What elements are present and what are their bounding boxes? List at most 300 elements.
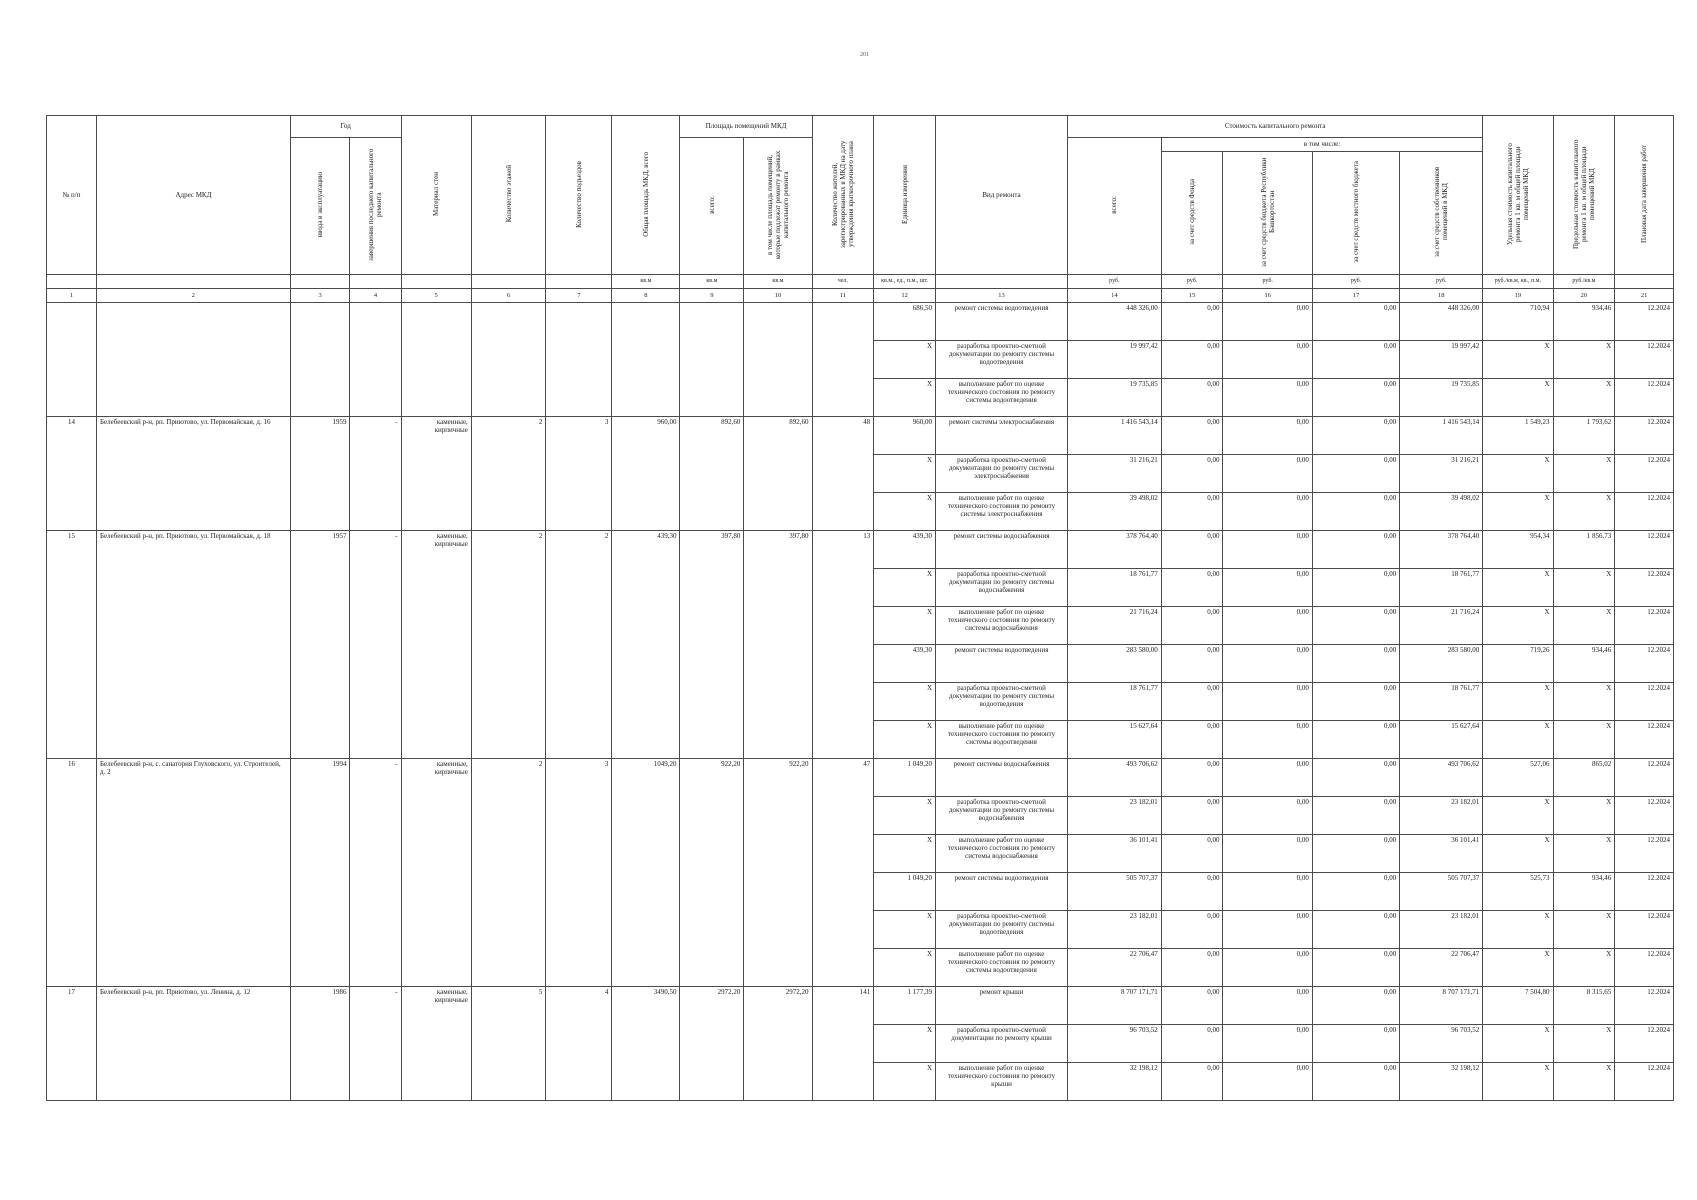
cost-total: 39 498,02 — [1068, 493, 1162, 531]
column-number: 1 — [47, 289, 97, 303]
header-incl: в том числе: — [1161, 138, 1483, 152]
cost-local: 0,00 — [1312, 987, 1399, 1025]
plan-date: 12.2024 — [1615, 797, 1674, 835]
work-quantity: X — [874, 569, 936, 607]
cost-fund: 0,00 — [1161, 493, 1223, 531]
cost-local: 0,00 — [1312, 873, 1399, 911]
residents-count: 47 — [812, 759, 874, 987]
cost-local: 0,00 — [1312, 531, 1399, 569]
plan-date: 12.2024 — [1615, 683, 1674, 721]
year-commission: 1959 — [290, 417, 350, 531]
residents-count: 48 — [812, 417, 874, 531]
entrances-count — [546, 303, 612, 417]
unit-cell: кв.м — [612, 275, 680, 289]
floors-count: 2 — [471, 531, 546, 759]
unit-cost: X — [1483, 721, 1553, 759]
max-cost: 865,02 — [1553, 759, 1615, 797]
work-quantity: X — [874, 1063, 936, 1101]
premises-subset: 397,80 — [744, 531, 812, 759]
unit-cell: кв.м., ед., п.м., шт. — [874, 275, 936, 289]
work-type: выполнение работ по оценке технического состояния по ремонту системы электроснабжения — [936, 493, 1068, 531]
house-address: Белебеевский р-н, рп. Приютово, ул. Ленина, д. 12 — [97, 987, 291, 1101]
cost-total: 31 216,21 — [1068, 455, 1162, 493]
work-quantity: 960,00 — [874, 417, 936, 455]
work-quantity: X — [874, 683, 936, 721]
unit-cell — [97, 275, 291, 289]
cost-owners: 493 706,62 — [1400, 759, 1483, 797]
max-cost: X — [1553, 721, 1615, 759]
work-type: ремонт системы водоотведения — [936, 645, 1068, 683]
house-number: 14 — [47, 417, 97, 531]
header-premises-group: Площадь помещений МКД — [680, 116, 812, 138]
cost-local: 0,00 — [1312, 493, 1399, 531]
work-quantity: 1 049,20 — [874, 759, 936, 797]
cost-local: 0,00 — [1312, 949, 1399, 987]
unit-cell: руб. — [1400, 275, 1483, 289]
unit-cost: X — [1483, 1025, 1553, 1063]
cost-republic: 0,00 — [1223, 417, 1312, 455]
cost-fund: 0,00 — [1161, 531, 1223, 569]
header-wall-material: Материал стен — [401, 116, 471, 275]
header-address: Адрес МКД — [97, 116, 291, 275]
cost-total: 32 198,12 — [1068, 1063, 1162, 1101]
header-residents: Количество жителей, зарегистрированных в МКД на дату утверждения краткосрочного плана — [812, 116, 874, 275]
header-fund: за счет средств Фонда — [1161, 152, 1223, 275]
page-number: 201 — [860, 52, 869, 58]
unit-cost: X — [1483, 797, 1553, 835]
max-cost: X — [1553, 569, 1615, 607]
cost-total: 1 416 543,14 — [1068, 417, 1162, 455]
header-floors: Количество этажей — [471, 116, 546, 275]
cost-fund: 0,00 — [1161, 835, 1223, 873]
year-last-repair: - — [350, 417, 401, 531]
cost-owners: 19 997,42 — [1400, 341, 1483, 379]
cost-owners: 22 706,47 — [1400, 949, 1483, 987]
cost-republic: 0,00 — [1223, 645, 1312, 683]
max-cost: X — [1553, 1063, 1615, 1101]
work-type: выполнение работ по оценке технического состояния по ремонту системы водоснабжения — [936, 835, 1068, 873]
table-row — [47, 417, 1674, 455]
max-cost: 1 856,73 — [1553, 531, 1615, 569]
plan-date: 12.2024 — [1615, 759, 1674, 797]
cost-fund: 0,00 — [1161, 721, 1223, 759]
premises-subset — [744, 303, 812, 417]
work-type: выполнение работ по оценке технического состояния по ремонту системы водоотведения — [936, 949, 1068, 987]
work-type: ремонт системы водоснабжения — [936, 759, 1068, 797]
plan-date: 12.2024 — [1615, 645, 1674, 683]
table-header — [47, 116, 1674, 303]
work-type: ремонт системы водоотведения — [936, 873, 1068, 911]
column-number: 6 — [471, 289, 546, 303]
total-area — [612, 303, 680, 417]
cost-local: 0,00 — [1312, 797, 1399, 835]
residents-count — [812, 303, 874, 417]
cost-owners: 15 627,64 — [1400, 721, 1483, 759]
cost-total: 18 761,77 — [1068, 683, 1162, 721]
max-cost: X — [1553, 493, 1615, 531]
total-area: 439,30 — [612, 531, 680, 759]
table-body — [47, 303, 1674, 1101]
year-commission — [290, 303, 350, 417]
column-number: 18 — [1400, 289, 1483, 303]
unit-cell: руб. — [1312, 275, 1399, 289]
year-last-repair — [350, 303, 401, 417]
work-quantity: 439,30 — [874, 531, 936, 569]
cost-local: 0,00 — [1312, 911, 1399, 949]
floors-count: 2 — [471, 759, 546, 987]
plan-date: 12.2024 — [1615, 873, 1674, 911]
cost-owners: 283 580,00 — [1400, 645, 1483, 683]
header-plan-date: Плановая дата завершения работ — [1615, 116, 1674, 275]
work-quantity: 439,30 — [874, 645, 936, 683]
repair-register-table — [46, 115, 1674, 1101]
cost-owners: 32 198,12 — [1400, 1063, 1483, 1101]
column-number: 8 — [612, 289, 680, 303]
header-premises-total: всего: — [680, 138, 744, 275]
max-cost: X — [1553, 911, 1615, 949]
work-quantity: X — [874, 455, 936, 493]
work-type: ремонт крыши — [936, 987, 1068, 1025]
entrances-count: 3 — [546, 759, 612, 987]
wall-material: каменные, кирпичные — [401, 531, 471, 759]
plan-date: 12.2024 — [1615, 607, 1674, 645]
house-number: 15 — [47, 531, 97, 759]
plan-date: 12.2024 — [1615, 721, 1674, 759]
unit-cost: X — [1483, 569, 1553, 607]
header-total-area: Общая площадь МКД, всего — [612, 116, 680, 275]
column-number: 13 — [936, 289, 1068, 303]
unit-cell: кв.м — [744, 275, 812, 289]
max-cost: X — [1553, 1025, 1615, 1063]
header-year-last-repair: завершения последнего капитального ремонта — [350, 138, 401, 275]
unit-cost: X — [1483, 683, 1553, 721]
unit-cost: 525,73 — [1483, 873, 1553, 911]
cost-local: 0,00 — [1312, 455, 1399, 493]
cost-republic: 0,00 — [1223, 531, 1312, 569]
max-cost: X — [1553, 455, 1615, 493]
max-cost: 934,46 — [1553, 303, 1615, 341]
plan-date: 12.2024 — [1615, 1025, 1674, 1063]
cost-fund: 0,00 — [1161, 645, 1223, 683]
cost-republic: 0,00 — [1223, 455, 1312, 493]
work-quantity: X — [874, 493, 936, 531]
plan-date: 12.2024 — [1615, 379, 1674, 417]
cost-total: 23 182,01 — [1068, 797, 1162, 835]
cost-fund: 0,00 — [1161, 911, 1223, 949]
unit-cell — [471, 275, 546, 289]
cost-fund: 0,00 — [1161, 1063, 1223, 1101]
unit-cost: X — [1483, 607, 1553, 645]
cost-republic: 0,00 — [1223, 835, 1312, 873]
cost-total: 21 716,24 — [1068, 607, 1162, 645]
cost-fund: 0,00 — [1161, 303, 1223, 341]
unit-cost: X — [1483, 949, 1553, 987]
plan-date: 12.2024 — [1615, 341, 1674, 379]
cost-fund: 0,00 — [1161, 417, 1223, 455]
unit-cell — [350, 275, 401, 289]
max-cost: X — [1553, 607, 1615, 645]
header-max-cost: Предельная стоимость капитального ремонта 1 кв. м общей площади помещений МКД — [1553, 116, 1615, 275]
cost-total: 505 707,37 — [1068, 873, 1162, 911]
year-commission: 1986 — [290, 987, 350, 1101]
cost-republic: 0,00 — [1223, 759, 1312, 797]
unit-cell: руб. — [1223, 275, 1312, 289]
column-number: 21 — [1615, 289, 1674, 303]
unit-cell — [47, 275, 97, 289]
cost-local: 0,00 — [1312, 379, 1399, 417]
house-number — [47, 303, 97, 417]
unit-cost: 1 549,23 — [1483, 417, 1553, 455]
cost-local: 0,00 — [1312, 417, 1399, 455]
work-type: ремонт системы водоотведения — [936, 303, 1068, 341]
cost-owners: 18 761,77 — [1400, 683, 1483, 721]
work-type: разработка проектно-сметной документации по ремонту системы электроснабжения — [936, 455, 1068, 493]
plan-date: 12.2024 — [1615, 987, 1674, 1025]
header-unit: Единица измерения — [874, 116, 936, 275]
work-type: выполнение работ по оценке технического состояния по ремонту системы водоснабжения — [936, 607, 1068, 645]
cost-total: 19 997,42 — [1068, 341, 1162, 379]
header-cost-group: Стоимость капитального ремонта — [1068, 116, 1483, 138]
plan-date: 12.2024 — [1615, 949, 1674, 987]
table-row — [47, 987, 1674, 1025]
cost-owners: 1 416 543,14 — [1400, 417, 1483, 455]
cost-owners: 23 182,01 — [1400, 911, 1483, 949]
cost-local: 0,00 — [1312, 1063, 1399, 1101]
table-row — [47, 303, 1674, 341]
column-number: 14 — [1068, 289, 1162, 303]
unit-cell — [401, 275, 471, 289]
cost-owners: 39 498,02 — [1400, 493, 1483, 531]
plan-date: 12.2024 — [1615, 455, 1674, 493]
header-unit-cost: Удельная стоимость капитального ремонта 1 кв. м общей площади помещений МКД — [1483, 116, 1553, 275]
work-quantity: X — [874, 835, 936, 873]
plan-date: 12.2024 — [1615, 835, 1674, 873]
work-quantity: X — [874, 379, 936, 417]
entrances-count: 4 — [546, 987, 612, 1101]
unit-cell — [936, 275, 1068, 289]
max-cost: X — [1553, 797, 1615, 835]
work-quantity: X — [874, 607, 936, 645]
unit-cost: 719,26 — [1483, 645, 1553, 683]
cost-republic: 0,00 — [1223, 493, 1312, 531]
work-type: ремонт системы водоснабжения — [936, 531, 1068, 569]
max-cost: X — [1553, 683, 1615, 721]
year-commission: 1957 — [290, 531, 350, 759]
work-type: выполнение работ по оценке технического состояния по ремонту системы водоотведения — [936, 721, 1068, 759]
cost-fund: 0,00 — [1161, 873, 1223, 911]
cost-fund: 0,00 — [1161, 759, 1223, 797]
residents-count: 13 — [812, 531, 874, 759]
cost-total: 96 703,52 — [1068, 1025, 1162, 1063]
plan-date: 12.2024 — [1615, 911, 1674, 949]
work-type: разработка проектно-сметной документации по ремонту системы водоотведения — [936, 683, 1068, 721]
table-row — [47, 531, 1674, 569]
work-quantity: 686,50 — [874, 303, 936, 341]
cost-owners: 96 703,52 — [1400, 1025, 1483, 1063]
header-year-group: Год — [290, 116, 401, 138]
header-republic: за счет средств бюджета Республики Башкортостан — [1223, 152, 1312, 275]
premises-total: 2972,20 — [680, 987, 744, 1101]
work-quantity: 1 177,39 — [874, 987, 936, 1025]
wall-material: каменные, кирпичные — [401, 417, 471, 531]
house-number: 17 — [47, 987, 97, 1101]
cost-fund: 0,00 — [1161, 455, 1223, 493]
cost-local: 0,00 — [1312, 683, 1399, 721]
year-commission: 1994 — [290, 759, 350, 987]
work-type: разработка проектно-сметной документации по ремонту системы водоснабжения — [936, 569, 1068, 607]
cost-local: 0,00 — [1312, 645, 1399, 683]
work-quantity: X — [874, 341, 936, 379]
column-number: 10 — [744, 289, 812, 303]
work-quantity: X — [874, 797, 936, 835]
cost-owners: 31 216,21 — [1400, 455, 1483, 493]
work-quantity: 1 049,20 — [874, 873, 936, 911]
cost-republic: 0,00 — [1223, 949, 1312, 987]
header-local: за счет средств местного бюджета — [1312, 152, 1399, 275]
column-number: 3 — [290, 289, 350, 303]
cost-owners: 448 326,00 — [1400, 303, 1483, 341]
cost-local: 0,00 — [1312, 341, 1399, 379]
cost-owners: 23 182,01 — [1400, 797, 1483, 835]
wall-material: каменные, кирпичные — [401, 759, 471, 987]
column-number: 11 — [812, 289, 874, 303]
cost-local: 0,00 — [1312, 607, 1399, 645]
cost-owners: 21 716,24 — [1400, 607, 1483, 645]
entrances-count: 3 — [546, 417, 612, 531]
cost-total: 8 707 171,71 — [1068, 987, 1162, 1025]
cost-total: 493 706,62 — [1068, 759, 1162, 797]
cost-republic: 0,00 — [1223, 1063, 1312, 1101]
premises-total: 892,60 — [680, 417, 744, 531]
cost-local: 0,00 — [1312, 1025, 1399, 1063]
floors-count: 2 — [471, 417, 546, 531]
cost-owners: 18 761,77 — [1400, 569, 1483, 607]
cost-total: 15 627,64 — [1068, 721, 1162, 759]
column-number: 5 — [401, 289, 471, 303]
unit-cost: X — [1483, 455, 1553, 493]
cost-republic: 0,00 — [1223, 607, 1312, 645]
unit-cost: 954,34 — [1483, 531, 1553, 569]
cost-owners: 19 735,85 — [1400, 379, 1483, 417]
unit-cell: руб. — [1161, 275, 1223, 289]
cost-total: 378 764,40 — [1068, 531, 1162, 569]
cost-local: 0,00 — [1312, 759, 1399, 797]
cost-republic: 0,00 — [1223, 303, 1312, 341]
max-cost: 8 315,65 — [1553, 987, 1615, 1025]
column-number: 7 — [546, 289, 612, 303]
premises-subset: 2972,20 — [744, 987, 812, 1101]
unit-cost: 710,94 — [1483, 303, 1553, 341]
header-entrances: Количество подъездов — [546, 116, 612, 275]
unit-cost: X — [1483, 835, 1553, 873]
column-number: 16 — [1223, 289, 1312, 303]
work-type: разработка проектно-сметной документации по ремонту системы водоотведения — [936, 341, 1068, 379]
column-number: 2 — [97, 289, 291, 303]
cost-owners: 8 707 171,71 — [1400, 987, 1483, 1025]
house-address: Белебеевский р-н, рп. Приютово, ул. Первомайская, д. 16 — [97, 417, 291, 531]
cost-total: 448 326,00 — [1068, 303, 1162, 341]
residents-count: 141 — [812, 987, 874, 1101]
cost-republic: 0,00 — [1223, 341, 1312, 379]
cost-owners: 378 764,40 — [1400, 531, 1483, 569]
premises-total: 922,20 — [680, 759, 744, 987]
unit-cell — [290, 275, 350, 289]
cost-total: 18 761,77 — [1068, 569, 1162, 607]
unit-cost: X — [1483, 911, 1553, 949]
floors-count: 5 — [471, 987, 546, 1101]
unit-cost: 527,06 — [1483, 759, 1553, 797]
table-row — [47, 759, 1674, 797]
entrances-count: 2 — [546, 531, 612, 759]
cost-total: 22 706,47 — [1068, 949, 1162, 987]
unit-cost: 7 504,80 — [1483, 987, 1553, 1025]
unit-cell — [1615, 275, 1674, 289]
premises-subset: 892,60 — [744, 417, 812, 531]
work-quantity: X — [874, 911, 936, 949]
cost-owners: 505 707,37 — [1400, 873, 1483, 911]
cost-total: 36 101,41 — [1068, 835, 1162, 873]
max-cost: 1 793,62 — [1553, 417, 1615, 455]
wall-material — [401, 303, 471, 417]
house-address — [97, 303, 291, 417]
plan-date: 12.2024 — [1615, 531, 1674, 569]
year-last-repair: - — [350, 759, 401, 987]
column-number: 4 — [350, 289, 401, 303]
unit-cost: X — [1483, 493, 1553, 531]
max-cost: X — [1553, 835, 1615, 873]
unit-cell: кв.м — [680, 275, 744, 289]
unit-cell: руб. — [1068, 275, 1162, 289]
cost-republic: 0,00 — [1223, 569, 1312, 607]
cost-local: 0,00 — [1312, 569, 1399, 607]
plan-date: 12.2024 — [1615, 493, 1674, 531]
premises-subset: 922,20 — [744, 759, 812, 987]
unit-cost: X — [1483, 1063, 1553, 1101]
units-row — [47, 275, 1674, 289]
work-type: разработка проектно-сметной документации по ремонту системы водоснабжения — [936, 797, 1068, 835]
total-area: 960,00 — [612, 417, 680, 531]
header-num: № п/п — [47, 116, 97, 275]
column-number: 12 — [874, 289, 936, 303]
cost-fund: 0,00 — [1161, 949, 1223, 987]
premises-total: 397,80 — [680, 531, 744, 759]
cost-total: 23 182,01 — [1068, 911, 1162, 949]
work-quantity: X — [874, 721, 936, 759]
work-type: выполнение работ по оценке технического состояния по ремонту крыши — [936, 1063, 1068, 1101]
plan-date: 12.2024 — [1615, 417, 1674, 455]
max-cost: 934,46 — [1553, 645, 1615, 683]
column-numbers-row — [47, 289, 1674, 303]
column-number: 17 — [1312, 289, 1399, 303]
header-premises-subset: в том числе площадь помещений, которые подлежат ремонту в рамках капитального ремонта — [744, 138, 812, 275]
max-cost: X — [1553, 949, 1615, 987]
max-cost: X — [1553, 379, 1615, 417]
cost-republic: 0,00 — [1223, 1025, 1312, 1063]
premises-total — [680, 303, 744, 417]
cost-fund: 0,00 — [1161, 569, 1223, 607]
cost-republic: 0,00 — [1223, 797, 1312, 835]
unit-cell: чел. — [812, 275, 874, 289]
work-type: выполнение работ по оценке технического состояния по ремонту системы водоотведения — [936, 379, 1068, 417]
unit-cost: X — [1483, 341, 1553, 379]
cost-fund: 0,00 — [1161, 683, 1223, 721]
work-type: ремонт системы электроснабжения — [936, 417, 1068, 455]
cost-republic: 0,00 — [1223, 683, 1312, 721]
work-quantity: X — [874, 1025, 936, 1063]
house-address: Белебеевский р-н, рп. Приютово, ул. Первомайская, д. 18 — [97, 531, 291, 759]
house-number: 16 — [47, 759, 97, 987]
total-area: 3490,50 — [612, 987, 680, 1101]
